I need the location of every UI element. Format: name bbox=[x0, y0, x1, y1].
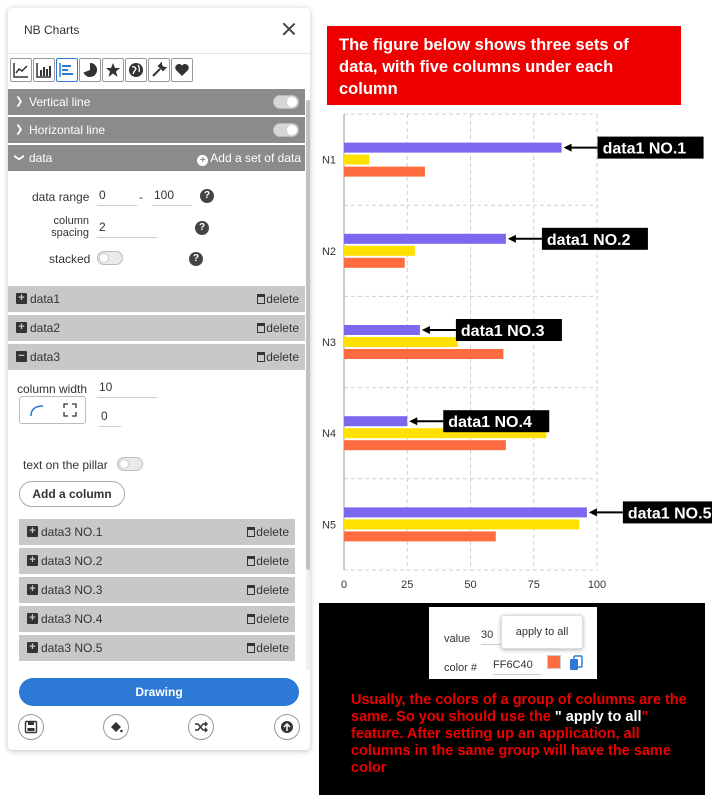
text-on-pillar-toggle[interactable] bbox=[117, 457, 143, 471]
wrench-icon[interactable] bbox=[148, 58, 170, 82]
dataset-row[interactable] bbox=[8, 315, 305, 341]
data-range-label: data range bbox=[32, 190, 90, 204]
color-swatch[interactable] bbox=[547, 655, 561, 669]
section-data[interactable] bbox=[8, 145, 305, 171]
annotation-arrow-head bbox=[422, 326, 430, 334]
text-on-pillar-label: text on the pillar bbox=[23, 458, 108, 472]
trash-icon bbox=[257, 352, 265, 362]
bar bbox=[344, 234, 506, 244]
annotation-label: data1 NO.1 bbox=[602, 140, 687, 158]
bar bbox=[344, 325, 420, 335]
trash-icon bbox=[247, 527, 255, 537]
delete-button[interactable] bbox=[257, 292, 299, 306]
drawing-button[interactable]: Drawing bbox=[19, 678, 299, 706]
panel-title: NB Charts bbox=[24, 23, 80, 37]
explanation-note bbox=[351, 692, 691, 777]
add-data-set-button[interactable] bbox=[197, 151, 301, 166]
save-icon[interactable] bbox=[18, 714, 44, 740]
data-range-separator: - bbox=[139, 190, 143, 204]
annotation-label: data1 NO.4 bbox=[448, 414, 532, 432]
annotation-arrow-head bbox=[508, 235, 516, 243]
chevron-down-icon: ❯ bbox=[13, 153, 25, 162]
delete-label: delete bbox=[266, 321, 299, 335]
value-input[interactable]: 30 bbox=[481, 627, 526, 645]
bar bbox=[344, 167, 425, 177]
y-tick-label: N2 bbox=[321, 245, 336, 258]
copy-icon[interactable] bbox=[569, 655, 583, 671]
bar bbox=[344, 416, 407, 426]
settings-scroll-area[interactable] bbox=[8, 84, 310, 670]
corner-style-buttons bbox=[19, 396, 86, 424]
column-name: data3 NO.3 bbox=[41, 583, 103, 597]
panel-header bbox=[8, 8, 310, 54]
y-tick-label: N5 bbox=[321, 519, 336, 532]
delete-button[interactable] bbox=[257, 321, 299, 335]
delete-label: delete bbox=[256, 554, 289, 568]
delete-button[interactable] bbox=[247, 641, 289, 655]
section-label: data bbox=[29, 151, 53, 165]
apply-to-all-tooltip: apply to all bbox=[501, 615, 583, 649]
column-width-label: column width bbox=[17, 382, 88, 396]
bar bbox=[344, 143, 562, 153]
data-range-max-input[interactable]: 100 bbox=[152, 186, 192, 206]
plus-circle-icon: + bbox=[197, 155, 208, 166]
nb-charts-panel bbox=[8, 8, 310, 750]
chevron-right-icon: ❯ bbox=[15, 96, 24, 107]
horizontal-bar-icon[interactable] bbox=[56, 58, 78, 82]
section-label: Vertical line bbox=[29, 95, 91, 109]
dataset-name: data2 bbox=[30, 321, 61, 335]
color-label: color # bbox=[444, 662, 478, 674]
annotation-label: data1 NO.2 bbox=[546, 231, 631, 249]
column-name: data3 NO.5 bbox=[41, 641, 103, 655]
expand-icon: + bbox=[27, 555, 38, 566]
annotation-label: data1 NO.5 bbox=[627, 505, 712, 523]
help-icon[interactable]: ? bbox=[200, 189, 214, 203]
x-tick-label: 75 bbox=[527, 579, 540, 591]
delete-label: delete bbox=[266, 292, 299, 306]
delete-button[interactable] bbox=[247, 583, 289, 597]
delete-button[interactable] bbox=[247, 554, 289, 568]
help-icon[interactable]: ? bbox=[189, 252, 203, 266]
globe-icon[interactable] bbox=[125, 58, 147, 82]
data-range-min-input[interactable]: 0 bbox=[97, 186, 137, 206]
trash-icon bbox=[257, 294, 265, 304]
column-name: data3 NO.1 bbox=[41, 525, 103, 539]
expand-icon: + bbox=[27, 642, 38, 653]
vertical-line-toggle[interactable] bbox=[273, 95, 299, 109]
delete-label: delete bbox=[256, 641, 289, 655]
x-tick-label: 0 bbox=[340, 579, 348, 591]
column-row[interactable] bbox=[19, 635, 295, 661]
heart-icon[interactable] bbox=[171, 58, 193, 82]
delete-button[interactable] bbox=[247, 525, 289, 539]
y-tick-label: N4 bbox=[321, 428, 336, 441]
bar bbox=[344, 531, 496, 541]
section-label: Horizontal line bbox=[29, 123, 106, 137]
line-chart-icon[interactable] bbox=[10, 58, 32, 82]
trash-icon bbox=[247, 556, 255, 566]
note-part1: Usually, the colors of a group of columns are the same. So you should use the bbox=[351, 692, 687, 725]
column-name: data3 NO.4 bbox=[41, 612, 103, 626]
add-set-label: Add a set of data bbox=[210, 151, 301, 165]
bar bbox=[344, 519, 579, 529]
section-horizontal-line[interactable] bbox=[8, 117, 305, 143]
trash-icon bbox=[247, 643, 255, 653]
stacked-toggle[interactable] bbox=[97, 251, 123, 265]
x-tick-label: 25 bbox=[401, 579, 414, 591]
rounded-corner-icon[interactable] bbox=[20, 397, 53, 423]
section-vertical-line[interactable] bbox=[8, 89, 305, 115]
delete-button[interactable] bbox=[247, 612, 289, 626]
bar bbox=[344, 246, 415, 256]
color-input[interactable]: FF6C40 bbox=[493, 657, 541, 675]
bar bbox=[344, 337, 458, 347]
x-tick-label: 100 bbox=[587, 579, 607, 591]
corner-radius-input[interactable]: 0 bbox=[99, 407, 121, 427]
chevron-right-icon: ❯ bbox=[15, 124, 24, 135]
delete-button[interactable] bbox=[257, 350, 299, 364]
delete-label: delete bbox=[256, 612, 289, 626]
bar bbox=[344, 155, 369, 165]
pie-chart-icon[interactable] bbox=[79, 58, 101, 82]
upload-icon[interactable] bbox=[274, 714, 300, 740]
column-row[interactable] bbox=[19, 577, 295, 603]
note-part2: " feature. After setting up an application, all columns in the same group will have the same color bbox=[351, 709, 671, 776]
trash-icon bbox=[247, 585, 255, 595]
delete-label: delete bbox=[266, 350, 299, 364]
annotation-label: data1 NO.3 bbox=[460, 323, 545, 340]
scrollbar-thumb[interactable] bbox=[306, 100, 310, 570]
add-column-button[interactable]: Add a column bbox=[19, 481, 125, 507]
value-label: value bbox=[444, 633, 471, 645]
x-tick-label: 50 bbox=[464, 579, 477, 591]
annotation-arrow-head bbox=[589, 508, 597, 516]
instruction-banner: The figure below shows three sets of data, with five columns under each column bbox=[327, 26, 681, 105]
trash-icon bbox=[247, 614, 255, 624]
help-icon[interactable]: ? bbox=[195, 221, 209, 235]
column-name: data3 NO.2 bbox=[41, 554, 103, 568]
shuffle-icon[interactable] bbox=[188, 714, 214, 740]
bar bbox=[344, 507, 587, 517]
chart-type-tabs bbox=[8, 58, 310, 84]
annotation-arrow-head bbox=[564, 144, 572, 152]
expand-icon: + bbox=[27, 526, 38, 537]
dataset-row[interactable] bbox=[8, 286, 305, 312]
star-icon[interactable] bbox=[102, 58, 124, 82]
dataset-name: data1 bbox=[30, 292, 61, 306]
dataset-row[interactable] bbox=[8, 344, 305, 370]
column-row[interactable] bbox=[19, 606, 295, 632]
bar bbox=[344, 258, 405, 268]
square-corner-icon[interactable] bbox=[53, 397, 86, 423]
explanation-box bbox=[319, 603, 705, 795]
collapse-icon: − bbox=[16, 351, 27, 362]
column-row[interactable] bbox=[19, 519, 295, 545]
close-icon[interactable] bbox=[280, 20, 298, 38]
delete-label: delete bbox=[256, 525, 289, 539]
expand-icon: + bbox=[16, 322, 27, 333]
horizontal-line-toggle[interactable] bbox=[273, 123, 299, 137]
paint-bucket-icon[interactable] bbox=[103, 714, 129, 740]
column-spacing-input[interactable]: 2 bbox=[97, 218, 157, 238]
bar-chart-icon[interactable] bbox=[33, 58, 55, 82]
bar bbox=[344, 440, 506, 450]
y-tick-label: N3 bbox=[321, 337, 336, 349]
trash-icon bbox=[257, 323, 265, 333]
annotation-arrow-head bbox=[409, 417, 417, 425]
bar bbox=[344, 349, 503, 359]
column-width-input[interactable]: 10 bbox=[97, 378, 157, 398]
stacked-label: stacked bbox=[49, 252, 91, 266]
column-row[interactable] bbox=[19, 548, 295, 574]
expand-icon: + bbox=[27, 613, 38, 624]
horizontal-bar-chart bbox=[312, 110, 712, 600]
expand-icon: + bbox=[27, 584, 38, 595]
dataset-name: data3 bbox=[30, 350, 61, 364]
column-spacing-label: column spacing bbox=[51, 215, 89, 239]
y-tick-label: N1 bbox=[321, 154, 336, 167]
delete-label: delete bbox=[256, 583, 289, 597]
scrollbar[interactable] bbox=[306, 100, 310, 670]
expand-icon: + bbox=[16, 293, 27, 304]
note-highlight: " apply to all bbox=[554, 709, 642, 725]
